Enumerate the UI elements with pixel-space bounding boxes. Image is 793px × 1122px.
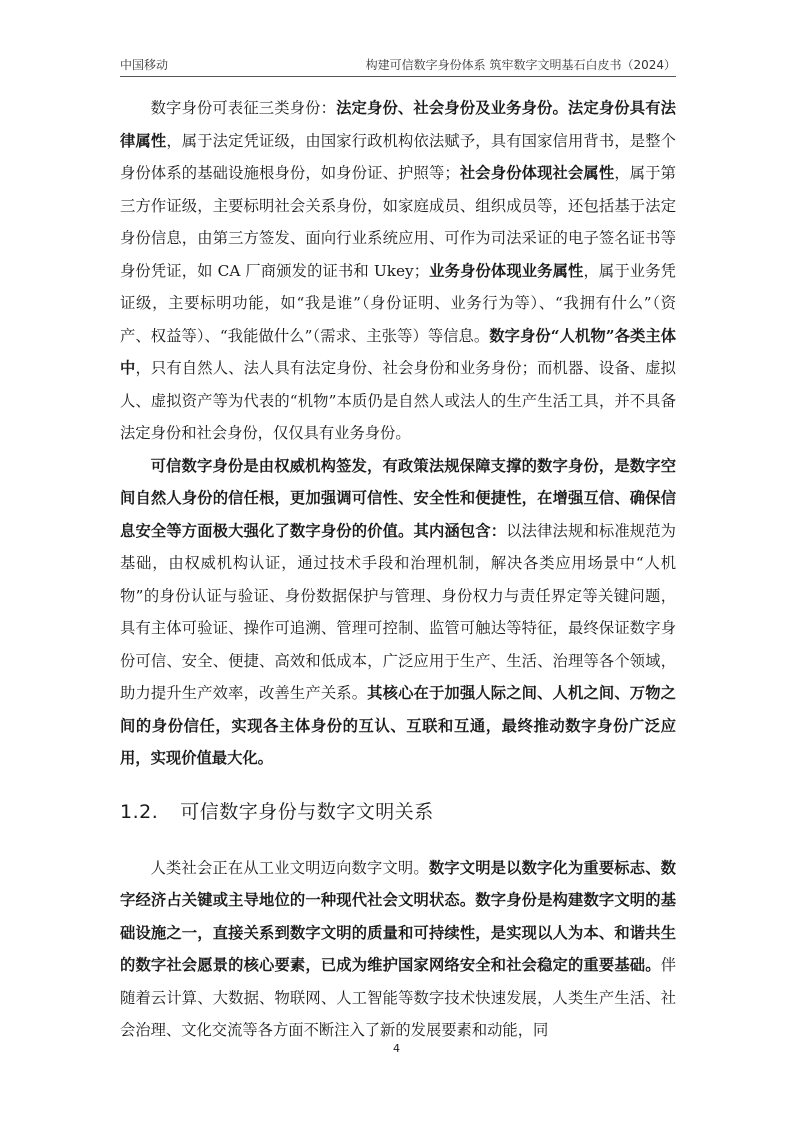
para1-seg-1: 法定身份、社会身份及业务身份。法定身份具有法律属性 — [120, 99, 676, 150]
para1-seg-6: ，属于业务凭证级，主要标明功能，如“我是谁”（身份证明、业务行为等）、“我拥有什么”（资产、权益等）、“我能做什么”（需求、主张等）等信息。 — [120, 261, 676, 345]
section-heading — [120, 797, 676, 824]
para2-seg-0: 可信数字身份是由权威机构签发，有政策法规保障支撑的数字身份，是数字空间自然人身份的信任根，更加强调可信性、安全性和便捷性，在增强互信、确保信息安全等方面极大强化了数字身份的价值。其内涵包含： — [120, 456, 676, 540]
para2-seg-1: 以法律法规和标准规范为基础，由权威机构认证，通过技术手段和治理机制，解决各类应用场景中“人机物”的身份认证与验证、身份数据保护与管理、身份权力与责任界定等关键问题，具有主体可验证、操作可追溯、管理可控制、监管可触达等特征，最终保证数字身份可信、安全、便捷、高效和低成本，广泛应用于生产、生活、治理等各个领域，助力提升生产效率，改善生产关系。 — [120, 521, 676, 702]
paragraph-1 — [120, 92, 676, 450]
para1-seg-3: 社会身份体现社会属性 — [459, 164, 615, 182]
para1-seg-7: 数字身份“人机物”各类主体中 — [120, 326, 676, 377]
section-number: 1.2. — [120, 800, 159, 823]
para2-seg-2: 其核心在于加强人际之间、人机之间、万物之间的身份信任，实现各主体身份的互认、互联和互通，最终推动数字身份广泛应用，实现价值最大化。 — [120, 684, 676, 767]
para3-seg-1: 数字文明是以数字化为重要标志、数字经济占关键或主导地位的一种现代社会文明状态。数字身份是构建数字文明的基础设施之一，直接关系到数字文明的质量和可持续性，是实现以人为本、和谐共生的数字社会愿景的核心要素，已成为维护国家网络安全和社会稳定的重要基础。 — [120, 858, 676, 974]
page-header — [120, 52, 676, 77]
para1-seg-5: 业务身份体现业务属性 — [429, 261, 584, 280]
para1-seg-2: ，属于法定凭证级，由国家行政机构依法赋予，具有国家信用背书，是整个身份体系的基础设施根身份，如身份证、护照等； — [120, 131, 676, 182]
section-title: 可信数字身份与数字文明关系 — [180, 800, 434, 823]
paragraph-2 — [120, 450, 676, 775]
para1-seg-8: ，只有自然人、法人具有法定身份、社会身份和业务身份；而机器、设备、虚拟人、虚拟资产等为代表的“机物”本质仍是自然人或法人的生产生活工具，并不具备法定身份和社会身份，仅仅具有业务身份。 — [120, 359, 676, 442]
page-content — [120, 92, 676, 1047]
header-document-title: 构建可信数字身份体系 筑牢数字文明基石白皮书（2024） — [365, 57, 676, 72]
para1-seg-0: 数字身份可表征三类身份： — [150, 99, 337, 117]
para3-seg-2: 伴随着云计算、大数据、物联网、人工智能等数字技术快速发展，人类生产生活、社会治理、文化交流等各方面不断注入了新的发展要素和动能，同 — [120, 956, 676, 1039]
header-company: 中国移动 — [120, 57, 169, 72]
page-number: 4 — [393, 1042, 400, 1055]
para3-seg-0: 人类社会正在从工业文明迈向数字文明。 — [150, 858, 429, 877]
para1-seg-4: ，属于第三方作证级，主要标明社会关系身份，如家庭成员、组织成员等，还包括基于法定身份信息，由第三方签发、面向行业系统应用、可作为司法采证的电子签名证书等身份凭证，如 CA 厂商颁发的证书和 Ukey； — [120, 164, 676, 280]
paragraph-3 — [120, 852, 676, 1047]
